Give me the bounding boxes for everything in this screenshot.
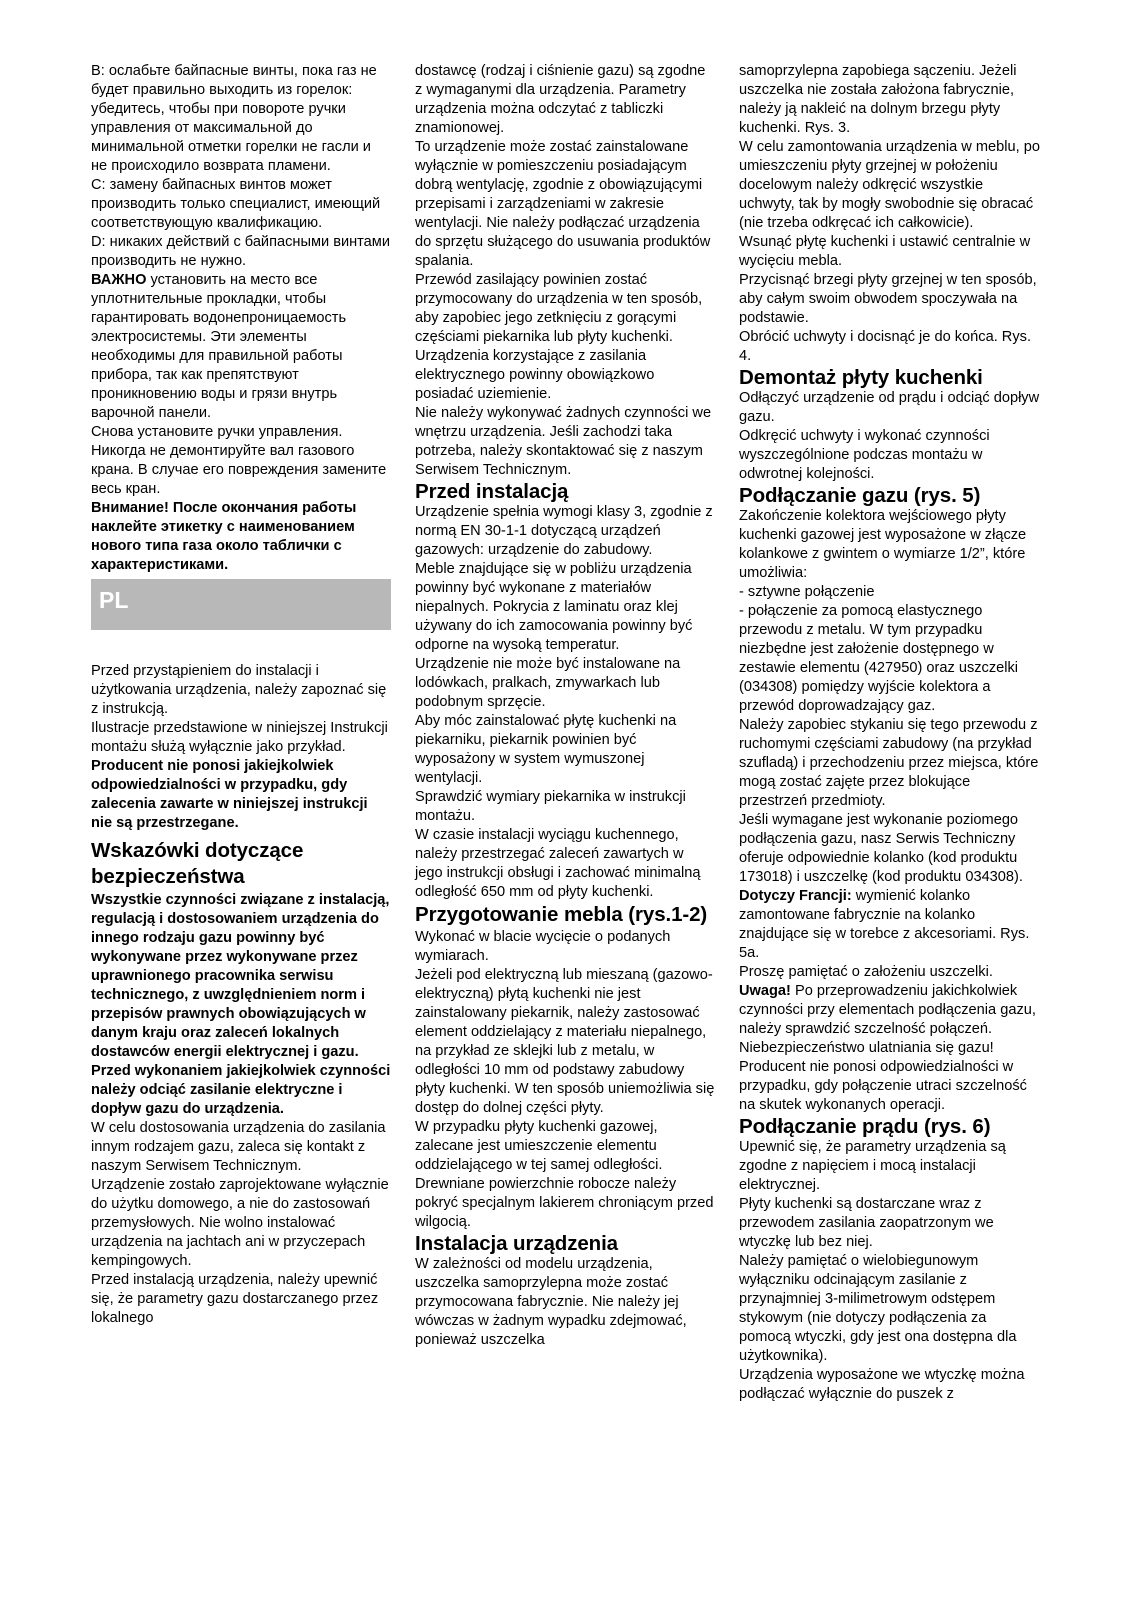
paragraph: С: замену байпасных винтов может производить только специалист, имеющий соответствующую квалификацию. [91,177,381,231]
paragraph: Odłączyć urządzenie od prądu i odciąć dopływ gazu. [739,390,1040,425]
paragraph: Jeżeli pod elektryczną lub mieszaną (gazowo-elektryczną) płytą kuchenki nie jest zainstalowany piekarnik, należy zastosować element oddzielający z materiału niepalnego, na przykład ze sklejki lub z metalu, w odległości 10 mm od podstawy zabudowy płyty kuchenki. W ten sposób uniemożliwia się dostęp do dolnej części płyty. [415,967,715,1116]
paragraph: Urządzenia wyposażone we wtyczkę można podłączać wyłącznie do puszek z [739,1367,1025,1402]
paragraph: Odkręcić uchwyty i wykonać czynności wyszczególnione podczas montażu w odwrotnej kolejności. [739,428,990,482]
paragraph: Proszę pamiętać o założeniu uszczelki. [739,964,993,980]
paragraph: Aby móc zainstalować płytę kuchenki na piekarniku, piekarnik powinien być wyposażony w system wymuszonej wentylacji. [415,713,677,786]
bold-label: Dotyczy Francji: [739,888,852,904]
paragraph: Upewnić się, że parametry urządzenia są zgodne z napięciem i mocą instalacji elektrycznej. [739,1139,1006,1193]
paragraph: Wsunąć płytę kuchenki i ustawić centralnie w wycięciu mebla. [739,234,1031,269]
paragraph [739,887,1041,963]
paragraph: Sprawdzić wymiary piekarnika w instrukcji montażu. [415,789,686,824]
paragraph [91,271,391,423]
bold-label: ВАЖНО [91,272,147,288]
paragraph: Płyty kuchenki są dostarczane wraz z przewodem zasilania zaopatrzonym we wtyczkę lub bez niej. [739,1196,994,1250]
language-bar [91,579,391,630]
paragraph: Urządzenie spełnia wymogi klasy 3, zgodnie z normą EN 30-1-1 dotyczącą urządzeń gazowych: urządzenie do zabudowy. [415,504,713,558]
section-heading: Wskazówki dotyczące bezpieczeństwa [91,839,304,888]
paragraph: W celu dostosowania urządzenia do zasilania innym rodzajem gazu, zaleca się kontakt z naszym Serwisem Technicznym. [91,1120,386,1174]
paragraph: Urządzenia korzystające z zasilania elektrycznego powinny obowiązkowo posiadać uziemienie. [415,348,655,402]
paragraph: Przycisnąć brzegi płyty grzejnej w ten sposób, aby całym swoim obwodem spoczywała na podstawie. [739,272,1037,326]
section-heading: Instalacja urządzenia [415,1232,618,1255]
paragraph: Ilustracje przedstawione w niniejszej Instrukcji montażu służą wyłącznie jako przykład. [91,720,388,755]
column-1 [91,62,391,1328]
paragraph: Przed przystąpieniem do instalacji i użytkowania urządzenia, należy zapoznać się z instrukcją. [91,663,387,717]
paragraph: Nie należy wykonywać żadnych czynności we wnętrzu urządzenia. Jeśli zachodzi taka potrzeba, należy skontaktować się z naszym Serwisem Technicznym. [415,405,712,478]
paragraph: Meble znajdujące się w pobliżu urządzenia powinny być wykonane z materiałów niepalnych. Pokrycia z laminatu oraz klej używany do ich zamocowania powinny być odporne na wysoką temperatur. [415,561,693,653]
paragraph: W celu zamontowania urządzenia w meblu, po umieszczeniu płyty grzejnej w położeniu docelowym należy odkręcić wszystkie uchwyty, tak by mogły swobodnie się obracać (nie trzeba odkręcać ich całkowicie). [739,139,1040,231]
paragraph: W zależności od modelu urządzenia, uszczelka samoprzylepna może zostać przymocowana fabrycznie. Nie należy jej wówczas w żadnym wypadku zdejmować, ponieważ uszczelka [415,1256,687,1348]
paragraph-text: установить на место все уплотнительные прокладки, чтобы гарантировать водонепроницаемость электросистемы. Эти элементы необходимы для правильной работы прибора, так как препятствуют проникновению воды и грязи внутрь варочной панели. [91,272,347,421]
paragraph: убедитесь, чтобы при повороте ручки управления от максимальной до минимальной отметки горелки не гасли и не происходило возврата пламени. [91,101,371,174]
paragraph: Снова установите ручки управления. Никогда не демонтируйте вал газового крана. В случае его повреждения замените весь кран. [91,424,387,497]
bold-label: Uwaga! [739,983,791,999]
paragraph: samoprzylepna zapobiega sączeniu. Jeżeli uszczelka nie została założona fabrycznie, należy ją nakleić na dolnym brzegu płyty kuchenki. Rys. 3. [739,63,1017,136]
paragraph: D: никаких действий с байпасными винтами производить не нужно. [91,234,390,269]
bold-paragraph: Przed wykonaniem jakiejkolwiek czynności należy odciąć zasilanie elektryczne i dopływ gazu do urządzenia. [91,1063,391,1117]
paragraph: Należy zapobiec stykaniu się tego przewodu z ruchomymi częściami zabudowy (na przykład szufladą) i przechodzeniu przez miejsca, które mogą zostać zajęte przez blokujące przestrzeń przedmioty. [739,717,1039,809]
column-3 [739,62,1041,1404]
paragraph: W przypadku płyty kuchenki gazowej, zalecane jest umieszczenie elementu oddzielającego w tej samej odległości. Drewniane powierzchnie robocze należy pokryć specjalnym lakierem chroniącym przed wilgocią. [415,1119,714,1230]
section-heading: Przed instalacją [415,480,569,503]
paragraph: Przewód zasilający powinien zostać przymocowany do urządzenia w ten sposób, aby zapobiec jego zetknięciu z gorącymi częściami piekarnika lub płyty kuchenki. [415,272,703,345]
section-heading: Podłączanie gazu (rys. 5) [739,484,981,507]
paragraph: - połączenie za pomocą elastycznego przewodu z metalu. W tym przypadku niezbędne jest założenie dostępnego w zestawie elementu (427950) oraz uszczelki (034308) pomiędzy wyjście kolektora a przewód doprowadzający gaz. [739,603,1019,714]
section-heading: Demontaż płyty kuchenki [739,366,983,389]
warning-paragraph: Внимание! После окончания работы наклейте этикетку с наименованием нового типа газа около таблички с характеристиками. [91,500,357,573]
paragraph [739,982,1041,1115]
paragraph: dostawcę (rodzaj i ciśnienie gazu) są zgodne z wymaganymi dla urządzenia. Parametry urządzenia można odczytać z tabliczki znamionowej. [415,63,706,136]
paragraph: Zakończenie kolektora wejściowego płyty kuchenki gazowej jest wyposażone w złącze kolankowe z gwintem o wymiarze 1/2”, które umożliwia: [739,508,1027,581]
paragraph-text: wymienić kolanko zamontowane fabrycznie na kolanko znajdujące się w torebce z akcesoriami. Rys. 5a. [739,888,1030,961]
bold-paragraph: Producent nie ponosi jakiejkolwiek odpowiedzialności w przypadku, gdy zalecenia zawarte w niniejszej instrukcji nie są przestrzegane. [91,758,368,831]
paragraph: Wykonać w blacie wycięcie o podanych wymiarach. [415,929,671,964]
paragraph: Urządzenie nie może być instalowane na lodówkach, pralkach, zmywarkach lub podobnym sprzęcie. [415,656,681,710]
paragraph: В: ослабьте байпасные винты, пока газ не будет правильно выходить из горелок: [91,63,377,98]
column-2 [415,62,715,1350]
section-heading: Przygotowanie mebla (rys.1-2) [415,903,708,926]
paragraph: Urządzenie zostało zaprojektowane wyłącznie do użytku domowego, a nie do zastosowań przemysłowych. Nie wolno instalować urządzenia na jachtach ani w przyczepach kempingowych. [91,1177,389,1269]
paragraph: Należy pamiętać o wielobiegunowym wyłączniku odcinającym zasilanie z przynajmniej 3-milimetrowym odstępem stykowym (nie dotyczy podłączenia za pomocą wtyczki, gdy jest ona dostępna dla użytkownika). [739,1253,1017,1364]
paragraph: Obrócić uchwyty i docisnąć je do końca. Rys. 4. [739,329,1031,364]
bold-paragraph: Wszystkie czynności związane z instalacją, regulacją i dostosowaniem urządzenia do innego rodzaju gazu powinny być wykonywane przez wykonywane przez uprawnionego pracownika serwisu technicznego, z uwzględnieniem norm i przepisów prawnych obowiązujących w danym kraju oraz zaleceń lokalnych dostawców energii elektrycznej i gazu. [91,892,390,1060]
paragraph: To urządzenie może zostać zainstalowane wyłącznie w pomieszczeniu posiadającym dobrą wentylację, zgodnie z obowiązującymi przepisami i zarządzeniami w zakresie wentylacji. Nie należy podłączać urządzenia do sprzętu służącego do usuwania produktów spalania. [415,139,711,269]
section-heading: Podłączanie prądu (rys. 6) [739,1115,991,1138]
paragraph: Jeśli wymagane jest wykonanie poziomego podłączenia gazu, nasz Serwis Techniczny oferuje odpowiednie kolanko (kod produktu 173018) i uszczelkę (kod produktu 034308). [739,812,1023,885]
paragraph: Przed instalacją urządzenia, należy upewnić się, że parametry gazu dostarczanego przez lokalnego [91,1272,379,1326]
language-label: PL [99,587,129,613]
paragraph: - sztywne połączenie [739,584,875,600]
paragraph-text: Po przeprowadzeniu jakichkolwiek czynności przy elementach podłączenia gazu, należy sprawdzić szczelność połączeń. Niebezpieczeństwo ulatniania się gazu! Producent nie ponosi odpowiedzialności w przypadku, gdy połączenie utraci szczelność na skutek wykonanych operacji. [739,983,1036,1113]
paragraph: W czasie instalacji wyciągu kuchennego, należy przestrzegać zaleceń zawartych w jego instrukcji obsługi i zachować minimalną odległość 650 mm od płyty kuchenki. [415,827,701,900]
